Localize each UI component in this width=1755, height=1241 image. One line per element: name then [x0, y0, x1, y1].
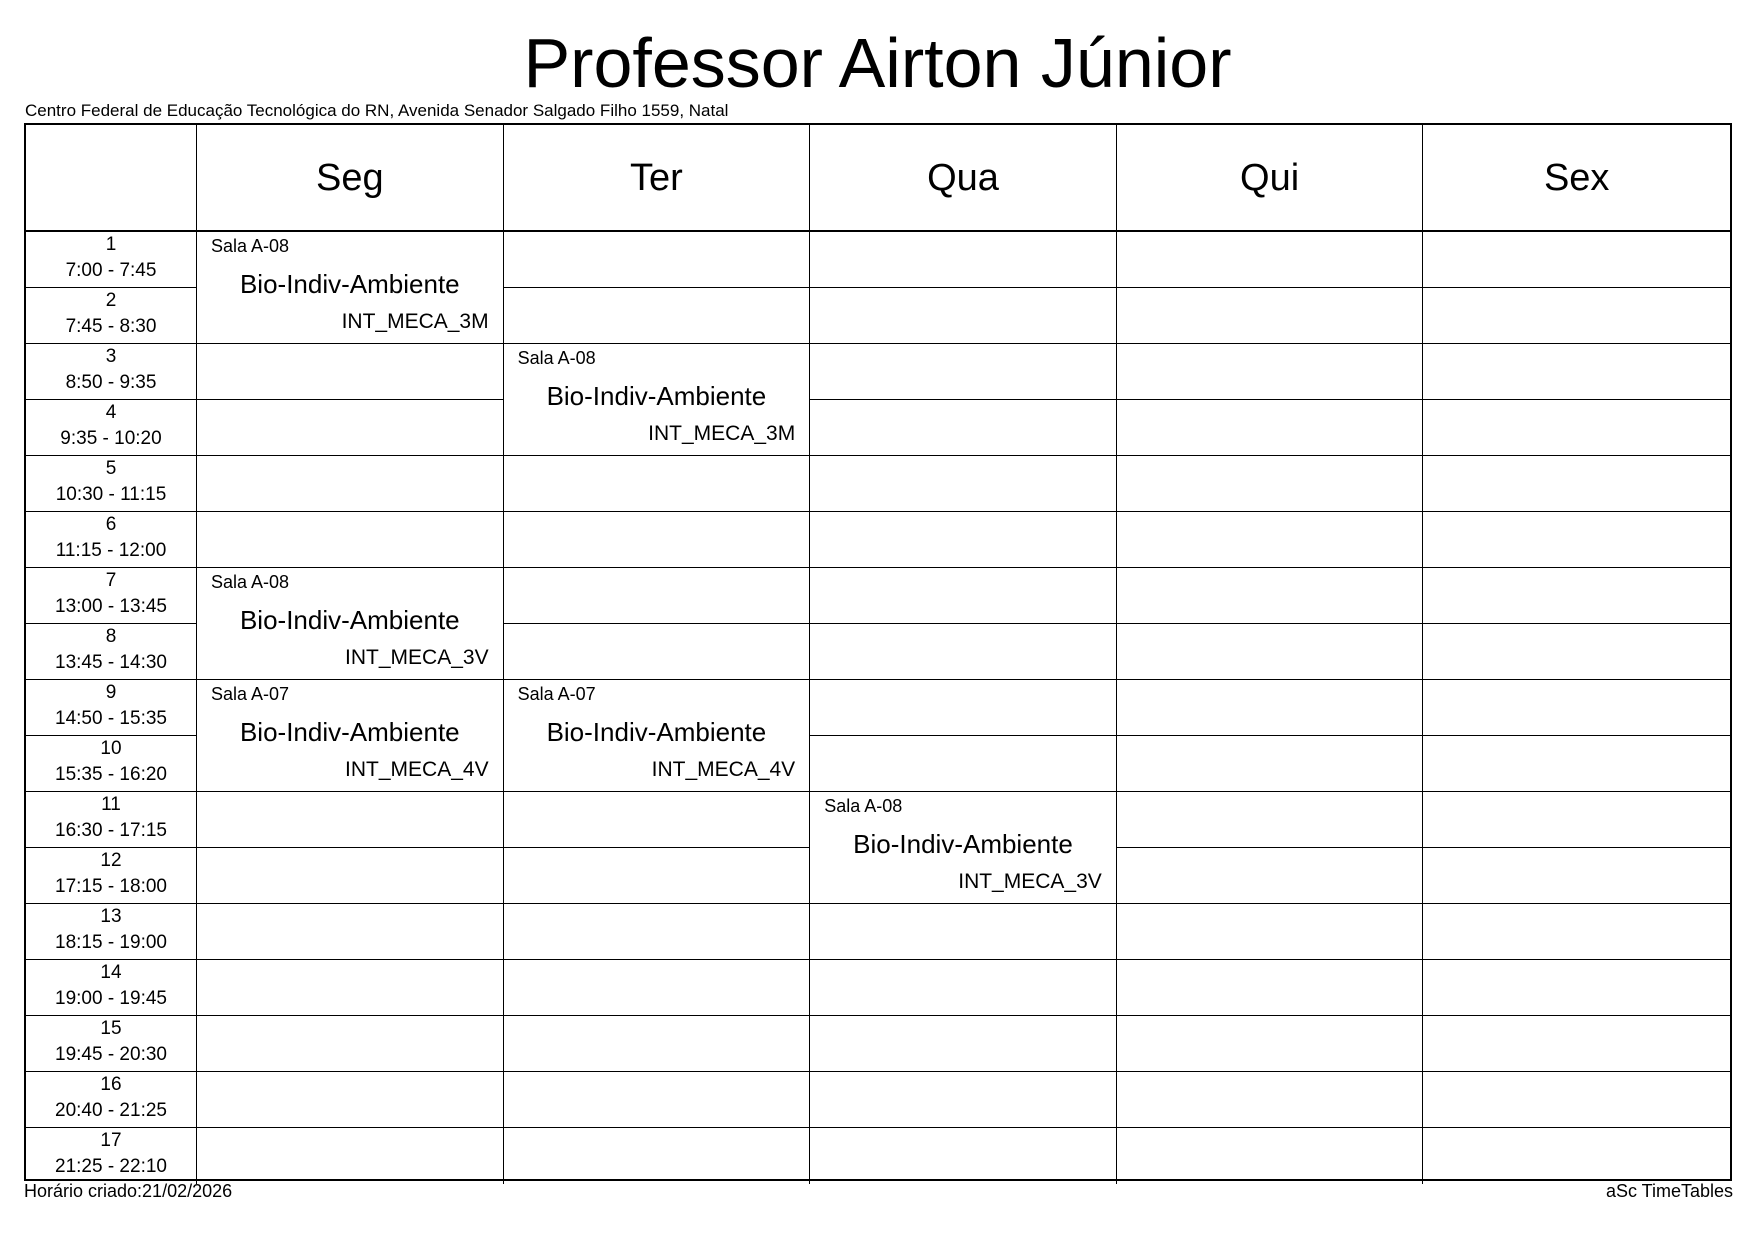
period-time: 16:30 - 17:15 [55, 820, 167, 841]
lesson-group: INT_MECA_3M [648, 422, 796, 445]
empty-slot[interactable] [1423, 792, 1730, 848]
empty-slot[interactable] [504, 1072, 811, 1128]
period-number: 6 [105, 514, 117, 535]
empty-slot[interactable] [504, 792, 811, 848]
empty-slot[interactable] [810, 400, 1117, 456]
empty-slot[interactable] [1117, 792, 1424, 848]
day-header: Sex [1543, 156, 1610, 199]
period-number: 13 [100, 906, 122, 927]
lesson-subject: Bio-Indiv-Ambiente [239, 269, 460, 299]
empty-slot[interactable] [504, 568, 811, 624]
empty-slot[interactable] [1117, 1128, 1424, 1184]
period-time: 7:45 - 8:30 [65, 316, 157, 337]
empty-slot[interactable] [810, 624, 1117, 680]
period-number: 7 [105, 570, 117, 591]
period-time: 18:15 - 19:00 [55, 932, 167, 953]
lesson-room: Sala A-08 [211, 572, 290, 592]
period-time: 10:30 - 11:15 [55, 484, 167, 505]
lesson-subject: Bio-Indiv-Ambiente [546, 381, 767, 411]
generator-brand: aSc TimeTables [1605, 1181, 1733, 1201]
empty-slot[interactable] [197, 792, 504, 848]
empty-slot[interactable] [1117, 568, 1424, 624]
period-number: 2 [105, 290, 117, 311]
empty-slot[interactable] [197, 1128, 504, 1184]
period-number: 3 [105, 346, 117, 367]
period-cell [26, 848, 197, 904]
lesson-card[interactable] [197, 568, 504, 680]
empty-slot[interactable] [1117, 344, 1424, 400]
page-title: Professor Airton Júnior [523, 24, 1232, 102]
lesson-group: INT_MECA_4V [651, 758, 796, 781]
period-cell [26, 960, 197, 1016]
lesson-room: Sala A-08 [211, 236, 290, 256]
period-time: 8:50 - 9:35 [65, 372, 157, 393]
empty-slot[interactable] [504, 624, 811, 680]
empty-slot[interactable] [1117, 960, 1424, 1016]
empty-slot[interactable] [197, 848, 504, 904]
period-cell [26, 344, 197, 400]
empty-slot[interactable] [504, 288, 811, 344]
period-number: 17 [100, 1130, 122, 1151]
empty-slot[interactable] [1423, 344, 1730, 400]
period-cell [26, 792, 197, 848]
empty-slot[interactable] [1423, 680, 1730, 736]
period-cell [26, 736, 197, 792]
period-time: 19:45 - 20:30 [55, 1044, 167, 1065]
empty-slot[interactable] [504, 1128, 811, 1184]
lesson-subject: Bio-Indiv-Ambiente [239, 605, 460, 635]
empty-slot[interactable] [504, 1016, 811, 1072]
lesson-subject: Bio-Indiv-Ambiente [239, 717, 460, 747]
empty-slot[interactable] [810, 344, 1117, 400]
period-cell [26, 904, 197, 960]
period-cell [26, 1016, 197, 1072]
lesson-subject: Bio-Indiv-Ambiente [546, 717, 767, 747]
empty-slot[interactable] [1117, 624, 1424, 680]
empty-slot[interactable] [1423, 960, 1730, 1016]
lesson-card[interactable] [810, 792, 1117, 904]
lesson-room: Sala A-07 [211, 684, 290, 704]
period-time: 14:50 - 15:35 [55, 708, 167, 729]
period-number: 14 [100, 962, 122, 983]
empty-slot[interactable] [197, 344, 504, 400]
empty-slot[interactable] [1423, 288, 1730, 344]
empty-slot[interactable] [810, 1128, 1117, 1184]
empty-slot[interactable] [810, 512, 1117, 568]
empty-slot[interactable] [810, 960, 1117, 1016]
empty-slot[interactable] [197, 456, 504, 512]
period-number: 1 [105, 234, 117, 255]
empty-slot[interactable] [1423, 624, 1730, 680]
timetable-grid [24, 123, 1732, 1181]
empty-slot[interactable] [1117, 1072, 1424, 1128]
empty-slot[interactable] [504, 232, 811, 288]
empty-slot[interactable] [197, 512, 504, 568]
empty-slot[interactable] [810, 1072, 1117, 1128]
empty-slot[interactable] [810, 736, 1117, 792]
period-time: 19:00 - 19:45 [55, 988, 167, 1009]
period-number: 12 [100, 850, 122, 871]
lesson-group: INT_MECA_4V [345, 758, 489, 781]
lesson-subject: Bio-Indiv-Ambiente [853, 829, 1073, 859]
day-header: Seg [197, 125, 504, 231]
empty-slot[interactable] [1423, 904, 1730, 960]
lesson-card[interactable] [197, 680, 504, 792]
empty-slot[interactable] [810, 680, 1117, 736]
period-number: 8 [105, 626, 117, 647]
lesson-card[interactable] [504, 680, 811, 792]
empty-slot[interactable] [504, 848, 811, 904]
empty-slot[interactable] [1423, 232, 1730, 288]
lesson-card[interactable] [197, 232, 504, 344]
period-cell [26, 400, 197, 456]
period-time: 7:00 - 7:45 [65, 260, 157, 281]
period-time: 13:45 - 14:30 [55, 652, 167, 673]
lesson-room: Sala A-08 [517, 348, 596, 368]
empty-slot[interactable] [1117, 848, 1424, 904]
period-cell [26, 624, 197, 680]
empty-slot[interactable] [810, 1016, 1117, 1072]
lesson-room: Sala A-08 [824, 796, 903, 816]
lesson-room: Sala A-07 [517, 684, 596, 704]
period-time: 9:35 - 10:20 [60, 428, 162, 449]
lesson-card[interactable] [504, 344, 811, 456]
empty-slot[interactable] [504, 512, 811, 568]
period-time: 21:25 - 22:10 [55, 1156, 167, 1177]
empty-slot[interactable] [1423, 736, 1730, 792]
empty-slot[interactable] [1117, 288, 1424, 344]
empty-slot[interactable] [1117, 456, 1424, 512]
empty-slot[interactable] [197, 1016, 504, 1072]
day-header: Qui [1117, 125, 1424, 231]
period-number: 4 [105, 402, 117, 423]
period-number: 11 [101, 794, 121, 815]
empty-slot[interactable] [810, 568, 1117, 624]
empty-slot[interactable] [504, 960, 811, 1016]
empty-slot[interactable] [1423, 512, 1730, 568]
period-number: 9 [105, 682, 117, 703]
empty-slot[interactable] [1423, 456, 1730, 512]
period-cell [26, 680, 197, 736]
empty-slot[interactable] [504, 456, 811, 512]
lesson-group: INT_MECA_3V [345, 646, 489, 669]
empty-slot[interactable] [1423, 848, 1730, 904]
empty-slot[interactable] [1117, 1016, 1424, 1072]
empty-slot[interactable] [197, 960, 504, 1016]
period-time: 11:15 - 12:00 [55, 540, 167, 561]
created-date: Horário criado:21/02/2026 [24, 1181, 233, 1201]
school-address: Centro Federal de Educação Tecnológica do RN, Avenida Senador Salgado Filho 1559, Natal [25, 101, 729, 120]
period-cell [26, 568, 197, 624]
empty-slot[interactable] [504, 904, 811, 960]
period-cell [26, 1072, 197, 1128]
empty-slot[interactable] [197, 1072, 504, 1128]
empty-slot[interactable] [1117, 400, 1424, 456]
empty-slot[interactable] [810, 904, 1117, 960]
empty-slot[interactable] [810, 288, 1117, 344]
period-cell [26, 1128, 197, 1184]
empty-slot[interactable] [197, 400, 504, 456]
empty-slot[interactable] [197, 904, 504, 960]
empty-slot[interactable] [1117, 232, 1424, 288]
empty-slot[interactable] [1423, 400, 1730, 456]
period-time: 20:40 - 21:25 [55, 1100, 167, 1121]
period-number: 10 [100, 738, 122, 759]
empty-slot[interactable] [1117, 736, 1424, 792]
header-corner [26, 125, 197, 231]
period-cell [26, 232, 197, 288]
empty-slot[interactable] [1423, 1072, 1730, 1128]
empty-slot[interactable] [1117, 904, 1424, 960]
period-cell [26, 512, 197, 568]
period-time: 15:35 - 16:20 [55, 764, 167, 785]
period-cell [26, 288, 197, 344]
empty-slot[interactable] [810, 232, 1117, 288]
lesson-group: INT_MECA_3V [958, 870, 1102, 893]
empty-slot[interactable] [1423, 568, 1730, 624]
period-cell [26, 456, 197, 512]
empty-slot[interactable] [1423, 1016, 1730, 1072]
empty-slot[interactable] [1117, 512, 1424, 568]
empty-slot[interactable] [810, 456, 1117, 512]
period-time: 13:00 - 13:45 [55, 596, 167, 617]
period-number: 5 [105, 458, 117, 479]
day-header: Ter [504, 125, 811, 231]
period-number: 16 [100, 1074, 122, 1095]
empty-slot[interactable] [1117, 680, 1424, 736]
period-time: 17:15 - 18:00 [55, 876, 167, 897]
empty-slot[interactable] [1423, 1128, 1730, 1184]
period-number: 15 [100, 1018, 122, 1039]
lesson-group: INT_MECA_3M [341, 310, 489, 333]
day-header: Qua [810, 125, 1117, 231]
